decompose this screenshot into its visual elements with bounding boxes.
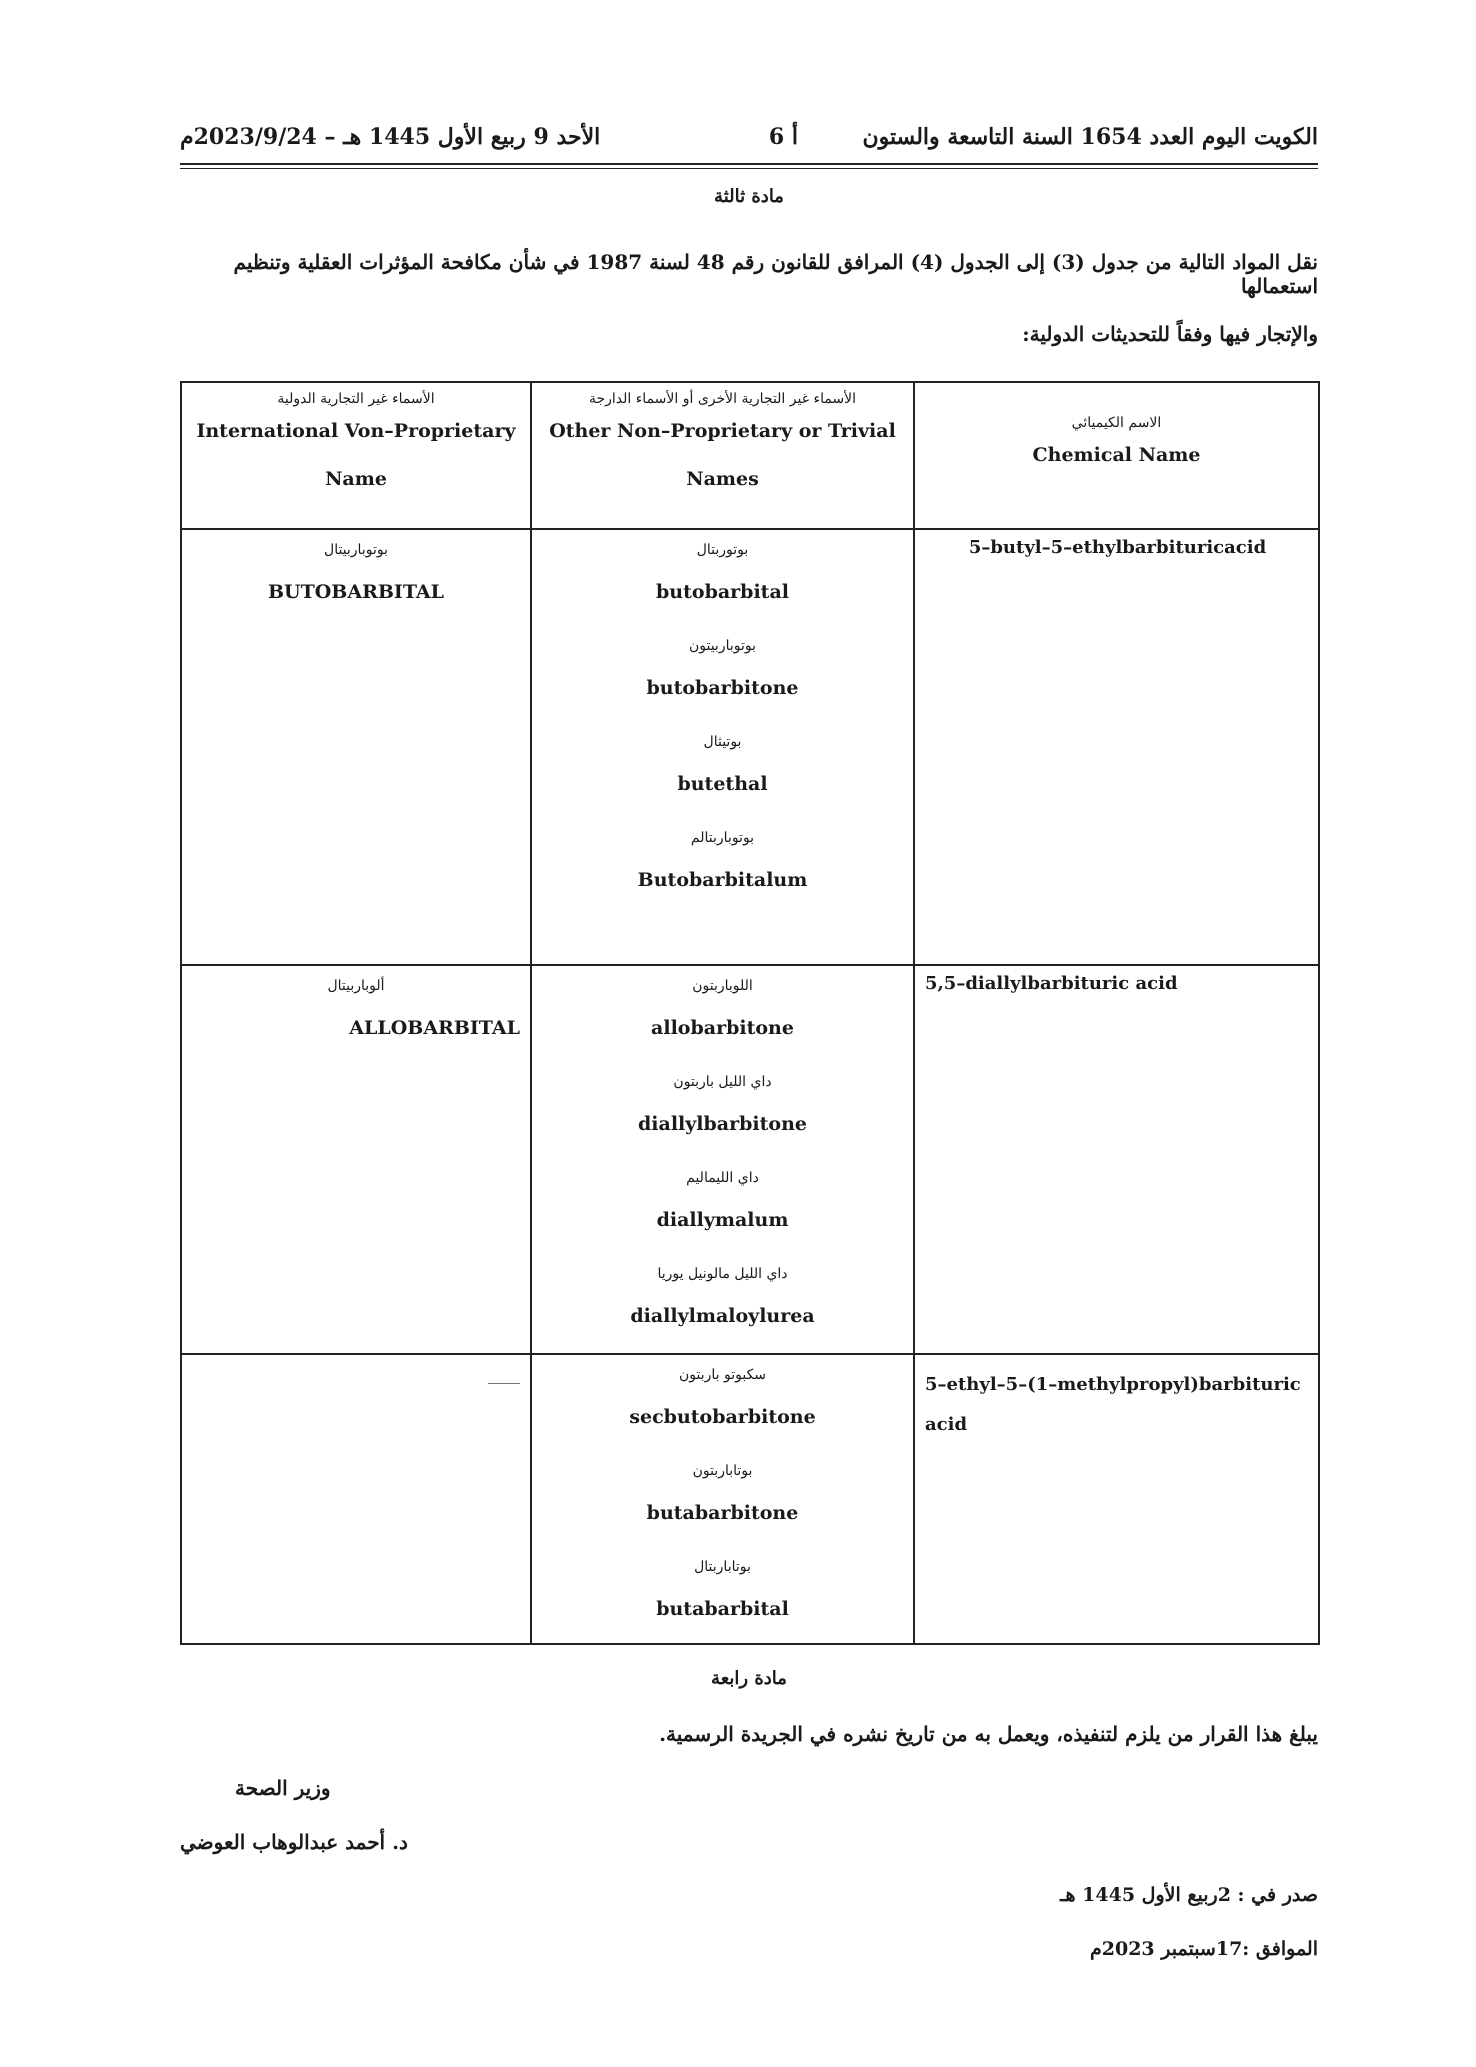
cell-chemical-name: 5–butyl–5–ethylbarbituricacid: [914, 529, 1319, 965]
table-header-row: [181, 382, 1319, 529]
header-issue: الكويت اليوم العدد 1654 السنة التاسعة والستون: [862, 124, 1318, 150]
article3-line2: والإتجار فيها وفقاً للتحديثات الدولية:: [1022, 322, 1318, 346]
cell-inn: ____: [181, 1354, 531, 1644]
minister-title: وزير الصحة: [235, 1776, 331, 1800]
substances-table: [180, 381, 1320, 1645]
table-row: [181, 965, 1319, 1354]
issued-gregorian: الموافق :17سبتمبر 2023م: [1089, 1938, 1318, 1960]
cell-inn: ألوباربيتال ALLOBARBITAL: [181, 965, 531, 1354]
article3-title: مادة ثالثة: [714, 186, 784, 207]
cell-other-names: بوتوربتال butobarbital بوتوباربيتون butobarbitone بوتيثال butethal بوتوباربتالم Butobarbitalum: [531, 529, 914, 965]
article4-title: مادة رابعة: [711, 1668, 787, 1689]
table-row: [181, 529, 1319, 965]
article4-text: يبلغ هذا القرار من يلزم لتنفيذه، ويعمل به من تاريخ نشره في الجريدة الرسمية.: [659, 1722, 1318, 1746]
header-date: الأحد 9 ربيع الأول 1445 هـ – 2023/9/24م: [180, 124, 601, 150]
header-rule-thin: [180, 168, 1318, 169]
cell-inn: بوتوباربيتال BUTOBARBITAL: [181, 529, 531, 965]
cell-other-names: سكبوتو باربتون secbutobarbitone بوتاباربتون butabarbitone بوتاباربتال butabarbital: [531, 1354, 914, 1644]
header-page-number: أ 6: [768, 124, 798, 150]
header-rule: [180, 163, 1318, 165]
issued-hijri: صدر في : 2ربيع الأول 1445 هـ: [1059, 1884, 1318, 1906]
table-row: [181, 1354, 1319, 1644]
article3-line1: نقل المواد التالية من جدول (3) إلى الجدول (4) المرافق للقانون رقم 48 لسنة 1987 في شأن مكافحة المؤثرات العقلية وتنظيم استعمالها: [233, 250, 1318, 298]
minister-name: د. أحمد عبدالوهاب العوضي: [180, 1830, 408, 1854]
cell-chemical-name: 5,5–diallylbarbituric acid: [914, 965, 1319, 1354]
cell-chemical-name: 5–ethyl–5–(1–methylpropyl)barbituric acid: [914, 1354, 1319, 1644]
cell-other-names: اللوباربتون allobarbitone داي الليل باربتون diallylbarbitone داي الليماليم diallymalum داي الليل مالونيل يوريا diallylmaloylurea: [531, 965, 914, 1354]
header-cell-inn: الأسماء غير التجارية الدولية International Von–Proprietary Name: [181, 382, 531, 529]
header-cell-chemical: الاسم الكيميائي Chemical Name: [914, 382, 1319, 529]
page-header: [180, 124, 1318, 156]
header-cell-other: الأسماء غير التجارية الأخرى أو الأسماء الدارجة Other Non–Proprietary or Trivial Names: [531, 382, 914, 529]
